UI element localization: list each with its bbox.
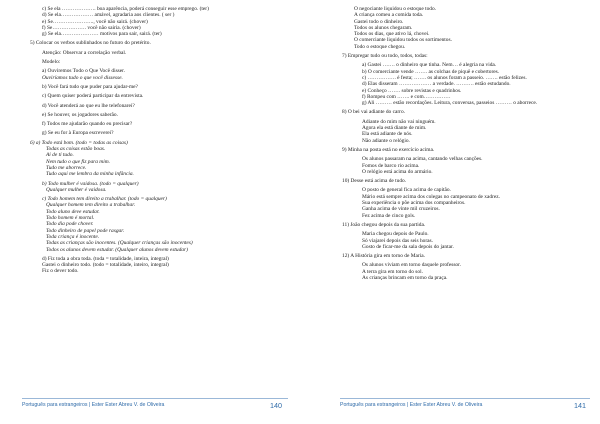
right-page: [300, 0, 600, 424]
text-line: d) Elas disseram ……………… a verdade. ………. estão estudando.: [362, 81, 511, 88]
text-line: Tudo aqui me lembra da minha infância.: [46, 171, 134, 178]
text-line: 7) Empregar tudo ou todo, todos, todas:: [342, 53, 428, 60]
text-line: f) Rompeu com ……. e com……………: [362, 93, 451, 100]
text-line: 8) O bei vai adiante do carro.: [342, 109, 406, 116]
text-line: Ai de ti tudo.: [46, 152, 74, 159]
text-line: a) Gastei ……. o dinheiro que tinha. Nem… é alegria na vida.: [362, 62, 497, 69]
text-line: A criança comeu a comida toda.: [354, 12, 424, 19]
left-page-footer: [22, 398, 288, 413]
text-line: Agora ela está diante de mim.: [362, 125, 427, 132]
text-line: 12) A História gira em torno de Maria.: [342, 253, 425, 260]
left-page-body: [0, 6, 300, 275]
text-line: b) O comerciante vende ……. as colchas de piquê e cobertores.: [362, 68, 500, 75]
text-line: f) Se………………. você não sairia. (chover): [42, 24, 141, 31]
text-line: 9) Minha na posta está no exercício acima.: [342, 146, 435, 153]
text-line: Todo o estoque chegou.: [354, 43, 406, 50]
text-line: 5) Colocar os verbos sublinhados no futuro do pretérito.: [30, 40, 151, 47]
text-line: Todos os alunos chegaram.: [354, 24, 413, 31]
text-line: Não adiante o relógio.: [362, 137, 410, 144]
left-footer-text: Português para estrangeiros | Ester Ester Abreu V. de Oliveira: [22, 402, 165, 408]
right-page-footer: [340, 398, 590, 413]
text-line: Todo dia pode chover.: [46, 221, 94, 228]
text-line: Modelo:: [42, 59, 61, 66]
text-line: 11) João chegou depois da sua partida.: [342, 221, 426, 228]
text-line: c) ……………. é festa; ……. os alunos foram a passeio. ……. estão felizes.: [362, 74, 527, 81]
text-line: 6) a) Todo está bom. (todo = todas as coisas): [30, 139, 128, 146]
right-page-body: [300, 6, 600, 281]
text-line: e) Se houver, os jogadores saberão.: [42, 111, 118, 118]
text-line: Todo dinheiro de papel pode rasgar.: [46, 227, 125, 234]
text-line: 10) Desse está acima de tudo.: [342, 178, 407, 185]
text-line: Todas as crianças são inocentes. (Qualquer crianças são inocentes): [46, 240, 193, 247]
text-line: O posto de general fica acima de capitão.: [362, 187, 451, 194]
text-line: g) Se ela………………… motivos para sair, sairá. (ter): [42, 31, 162, 38]
text-line: Os alunos viviam em torno daquele professor.: [362, 262, 461, 269]
text-line: Ela está adiante de nós.: [362, 131, 413, 138]
text-line: Gastei todo o dinheiro.: [354, 18, 404, 25]
text-line: f) Todos me ajudarão quando eu precisar?: [42, 121, 133, 128]
text-line: Tudo me aborrece.: [46, 164, 87, 171]
text-line: Todos os dias, que ativo lá, chovei.: [354, 31, 430, 38]
text-line: a) Ouviremos Todo o Que Você disser.: [42, 68, 126, 75]
text-line: Todos os alunos devem estudar. (Qualquer alunos devem estudar): [46, 246, 188, 253]
text-line: Qualquer homem tem direito a trabalhar.: [46, 202, 136, 209]
text-line: e) Se………………….., você não sairá. (chover): [42, 18, 148, 25]
text-line: d) Se ela……………… amável, agradaria aos clientes. ( ser ): [42, 12, 175, 19]
text-line: O negociante liquidou o estoque todo.: [354, 6, 437, 12]
right-footer-text: Português para estrangeiros | Ester Ester Abreu V. de Oliveira: [340, 402, 483, 408]
text-line: Ganha acima de vinte mil cruzeiros.: [362, 206, 440, 213]
text-line: b) Todo mulher é vaidosa. (todo = qualquer): [42, 180, 139, 187]
text-line: Mário está sempre acima dos colegas no campeonato de xadrez.: [362, 193, 501, 200]
text-line: Todo homem é mortal.: [46, 215, 95, 222]
text-line: A terra gira em torno do sol.: [362, 268, 423, 275]
text-line: d) Fiz toda a obra toda. (toda = totalidade, inteira, integral): [42, 255, 169, 262]
right-page-number: 141: [574, 401, 586, 410]
text-line: Sua experiência o põe acima dos companheiros.: [362, 200, 466, 207]
text-line: b) Você fará tudo que puder para ajudar-me?: [42, 83, 138, 90]
text-line: Fiz o dever todo.: [42, 268, 79, 275]
text-line: Adiante do mim não vai ninguém.: [362, 118, 436, 125]
text-line: Fomos de barco rio acima.: [362, 162, 420, 169]
text-line: Nem tudo o que fiz para mim.: [46, 158, 110, 165]
text-line: d) Você atenderá ao que eu lhe telefonarei?: [42, 102, 135, 109]
text-line: O comerciante liquidou todos os sortimentos.: [354, 37, 452, 44]
text-line: As crianças brincam em torno da praça.: [362, 274, 448, 281]
text-line: Gosto de ficar-me da sala depois do jantar.: [362, 243, 454, 250]
text-line: e) Conheço ……. sobre revistas e quadrinhos.: [362, 87, 462, 94]
text-line: c) Todo homem tem direito a trabalhar. (todo = qualquer): [42, 196, 167, 203]
text-line: Toda criança é inocente.: [46, 233, 100, 240]
text-line: g) Se eu for à Europa escreverei?: [42, 130, 114, 137]
text-line: Todas as coisas estão boas.: [46, 146, 106, 153]
left-page-number: 140: [270, 401, 282, 410]
text-line: Todo aluno deve estudar.: [46, 208, 100, 215]
text-line: Só viajarei depois das seis horas.: [362, 237, 433, 244]
text-line: c) Se ela ………………. boa aparência, poderá conseguir esse emprego. (ter): [42, 6, 209, 12]
text-line: Fez acima de cinco gols.: [362, 212, 416, 219]
text-line: g) Ali ……… estão recordações. Leitura, conversas, passeios ……… o aborrece.: [362, 100, 538, 107]
text-line: Atenção: Observar a correlação verbal.: [42, 49, 127, 56]
text-line: Os alunos passaram na acima, cantando velhas canções.: [362, 156, 483, 163]
text-line: O relógio está acima do armário.: [362, 168, 433, 175]
text-line: Maria chegou depois de Paulo.: [362, 231, 429, 238]
text-line: Gastei o dinheiro todo. (todo = totalidade, inteiro, integral): [42, 262, 169, 269]
text-line: Ouviríamos tudo o que você dissesse.: [42, 74, 123, 81]
text-line: Qualquer mulher é vaidosa.: [46, 186, 107, 193]
text-line: c) Quem quiser poderá participar da entrevista.: [42, 93, 144, 100]
